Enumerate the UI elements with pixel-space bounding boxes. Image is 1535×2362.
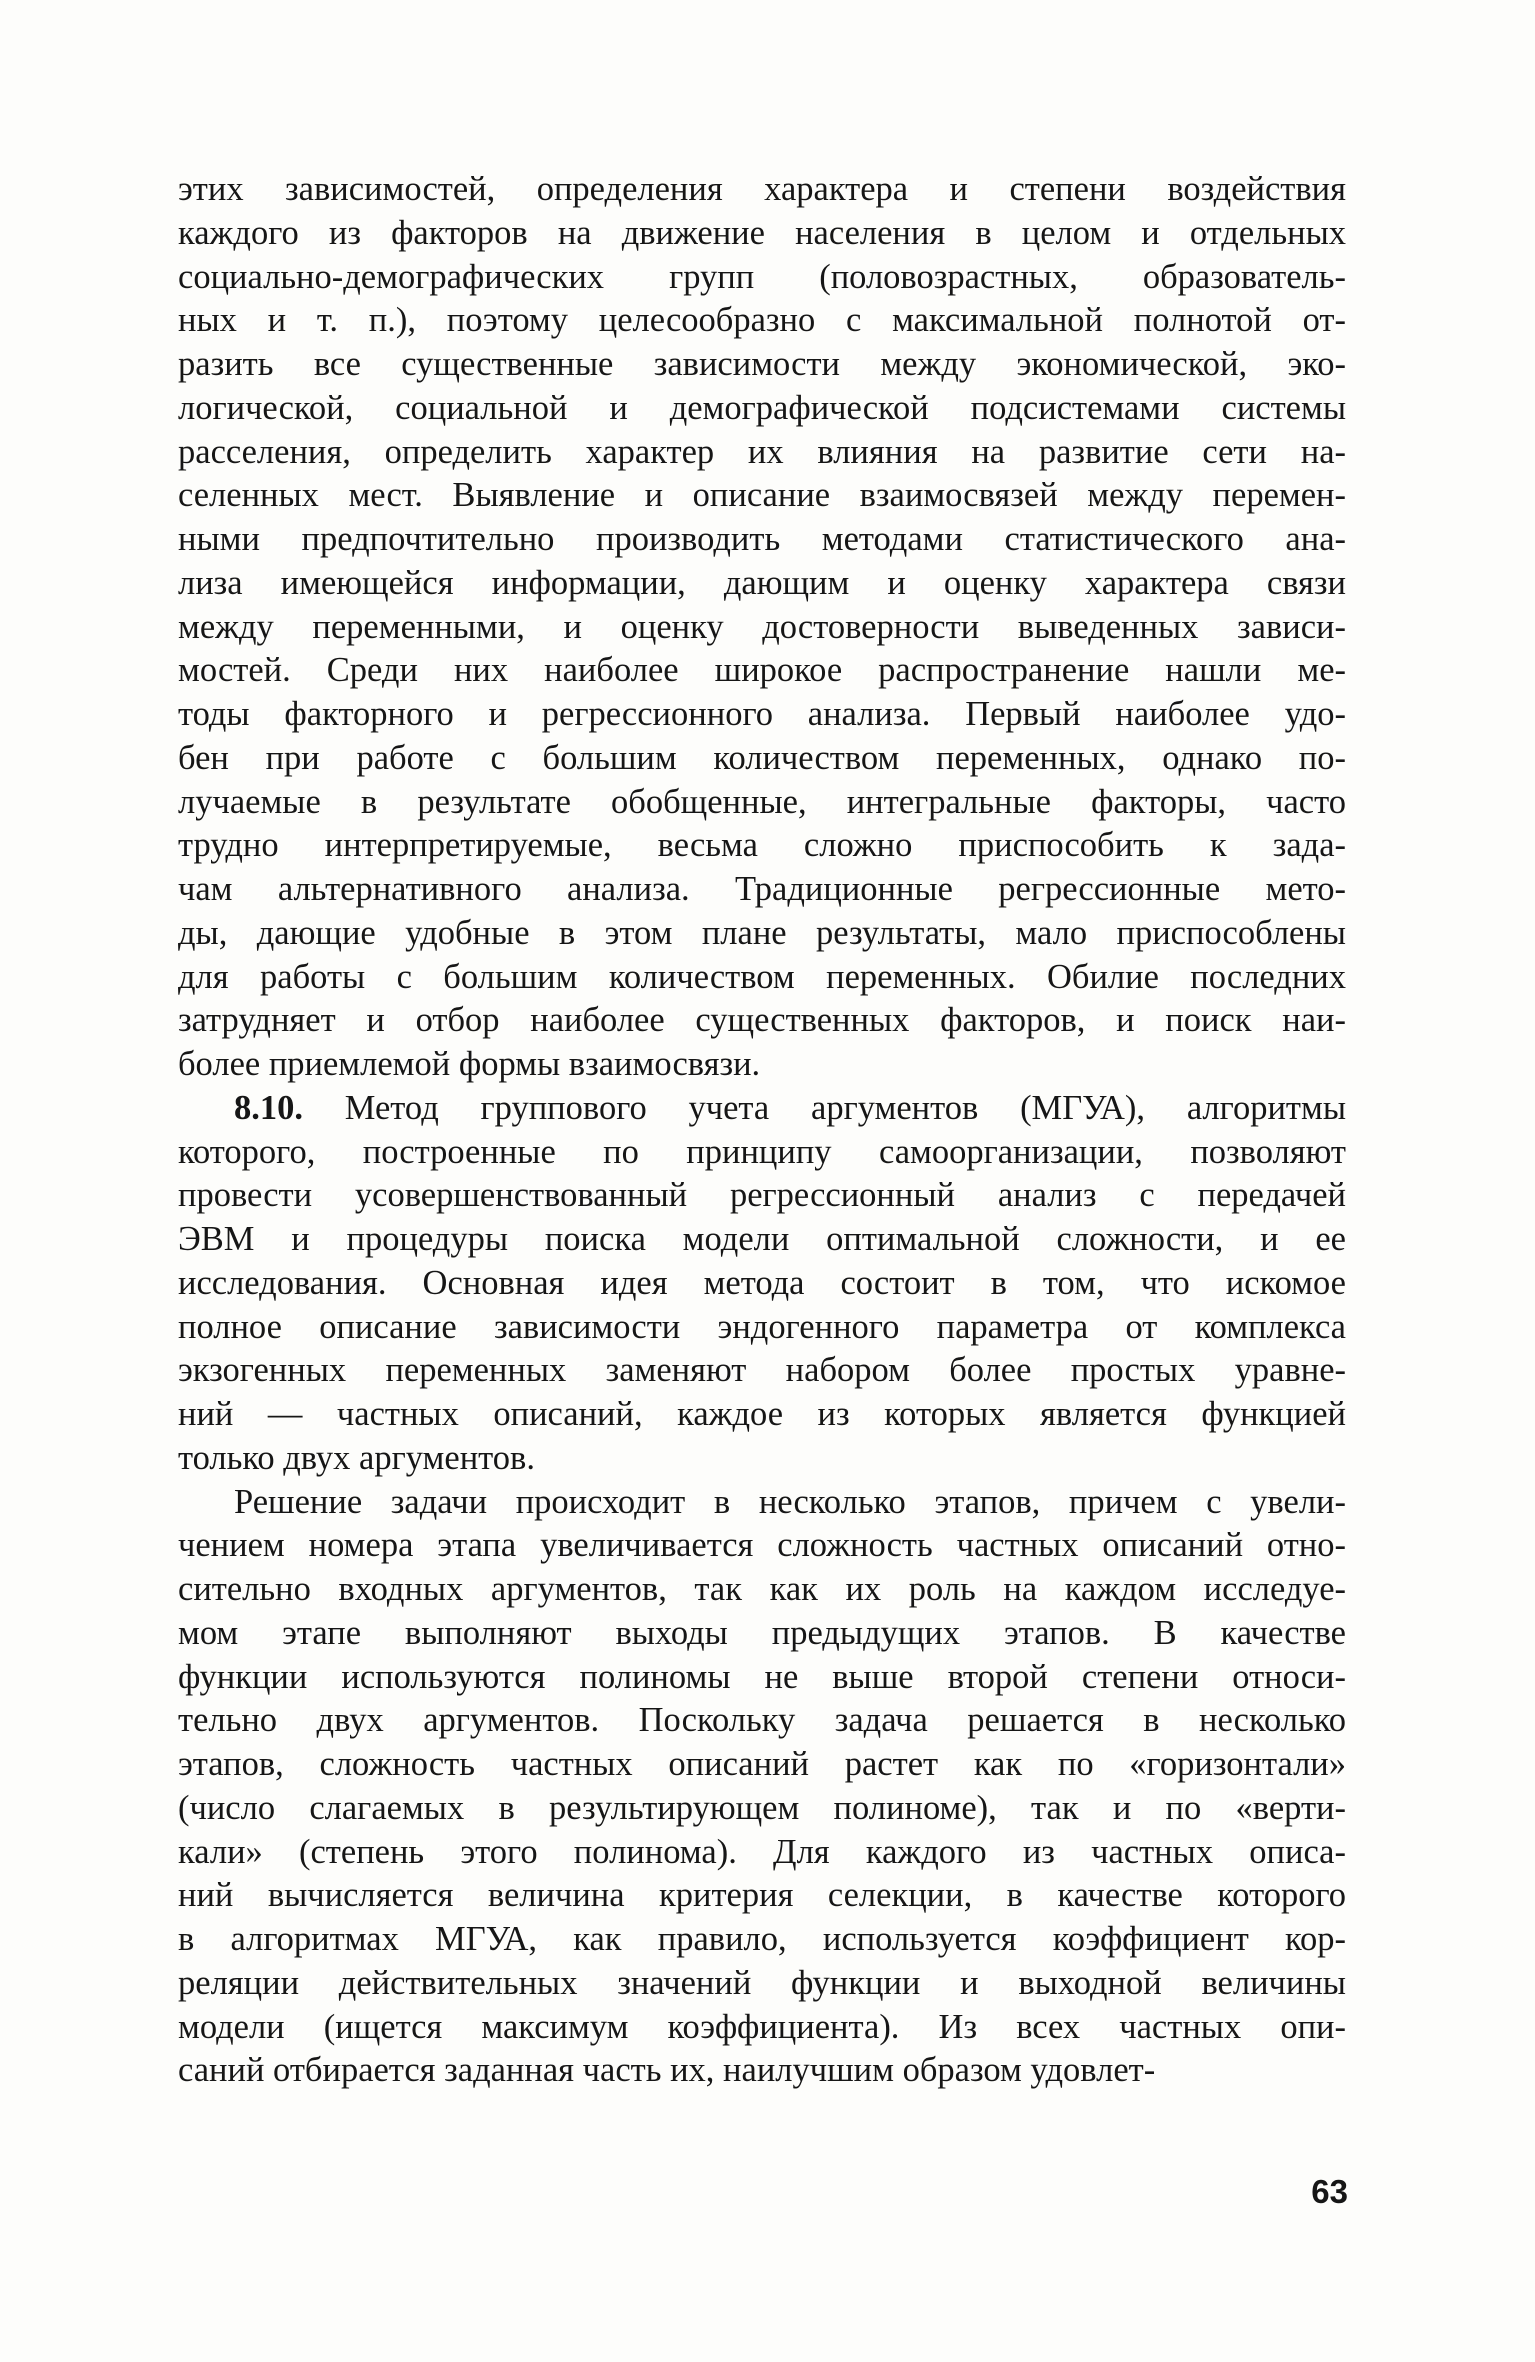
line-text: мостей. Среди них наиболее широкое распространение нашли ме- bbox=[178, 651, 1346, 690]
line-text: логической, социальной и демографической подсистемами системы bbox=[178, 388, 1346, 427]
text-line bbox=[178, 1262, 1346, 1306]
text-line bbox=[178, 474, 1346, 518]
text-line bbox=[178, 1306, 1346, 1350]
text-line bbox=[178, 431, 1346, 475]
text-line bbox=[178, 1918, 1346, 1962]
text-line bbox=[178, 1131, 1346, 1175]
line-text: бен при работе с большим количеством переменных, однако по- bbox=[178, 738, 1346, 777]
line-text: сительно входных аргументов, так как их роль на каждом исследуе- bbox=[178, 1570, 1346, 1608]
text-line bbox=[178, 649, 1346, 693]
line-text: полное описание зависимости эндогенного параметра от комплекса bbox=[178, 1307, 1346, 1346]
text-line bbox=[178, 1568, 1346, 1612]
line-text: провести усовершенствованный регрессионный анализ с передачей bbox=[178, 1176, 1346, 1215]
line-text: ЭВМ и процедуры поиска модели оптимальной сложности, и ее bbox=[178, 1220, 1346, 1258]
text-line bbox=[178, 256, 1346, 300]
line-text: тоды факторного и регрессионного анализа. Первый наиболее удо- bbox=[178, 695, 1346, 733]
text-line bbox=[178, 1524, 1346, 1568]
line-text: саний отбирается заданная часть их, наилучшим образом удовлет- bbox=[178, 2051, 1156, 2090]
line-text: реляции действительных значений функции и выходной величины bbox=[178, 1963, 1346, 2002]
line-text: трудно интерпретируемые, весьма сложно приспособить к зада- bbox=[178, 826, 1346, 865]
text-line bbox=[178, 737, 1346, 781]
text-line bbox=[178, 912, 1346, 956]
page-number: 63 bbox=[1311, 2173, 1348, 2210]
text-line bbox=[178, 1656, 1346, 1700]
line-text: ными предпочтительно производить методами статистического ана- bbox=[178, 520, 1346, 558]
text-line bbox=[178, 956, 1346, 1000]
line-text: для работы с большим количеством переменных. Обилие последних bbox=[178, 957, 1346, 996]
text-line bbox=[178, 518, 1346, 562]
text-line bbox=[178, 1481, 1346, 1525]
line-text: кали» (степень этого полинома). Для каждого из частных описа- bbox=[178, 1832, 1346, 1871]
paragraph bbox=[178, 168, 1346, 1087]
line-text: более приемлемой формы взаимосвязи. bbox=[178, 1045, 761, 1083]
line-text: исследования. Основная идея метода состоит в том, что искомое bbox=[178, 1263, 1346, 1302]
text-line bbox=[178, 1437, 1346, 1481]
line-text: чам альтернативного анализа. Традиционные регрессионные мето- bbox=[178, 870, 1346, 908]
text-line bbox=[178, 343, 1346, 387]
line-text: между переменными, и оценку достоверности выведенных зависи- bbox=[178, 607, 1346, 646]
text-line bbox=[178, 1787, 1346, 1831]
text-line bbox=[178, 1174, 1346, 1218]
text-line bbox=[178, 781, 1346, 825]
line-text: ний вычисляется величина критерия селекции, в качестве которого bbox=[178, 1876, 1346, 1915]
text-line bbox=[178, 1612, 1346, 1656]
text-line bbox=[178, 168, 1346, 212]
line-text: Решение задачи происходит в несколько этапов, причем с увели- bbox=[234, 1482, 1346, 1521]
line-text: селенных мест. Выявление и описание взаимосвязей между перемен- bbox=[178, 476, 1346, 515]
body-text bbox=[178, 168, 1346, 2093]
text-line bbox=[178, 1874, 1346, 1918]
line-text: мом этапе выполняют выходы предыдущих этапов. В качестве bbox=[178, 1613, 1346, 1652]
text-line bbox=[178, 606, 1346, 650]
text-line bbox=[178, 1962, 1346, 2006]
text-line bbox=[178, 868, 1346, 912]
text-line bbox=[178, 212, 1346, 256]
text-line bbox=[178, 1349, 1346, 1393]
text-line bbox=[178, 2006, 1346, 2050]
line-text: этапов, сложность частных описаний растет как по «горизонтали» bbox=[178, 1745, 1346, 1783]
line-text: в алгоритмах МГУА, как правило, используется коэффициент кор- bbox=[178, 1920, 1346, 1958]
text-line bbox=[178, 693, 1346, 737]
line-text: расселения, определить характер их влияния на развитие сети на- bbox=[178, 432, 1346, 471]
paragraph bbox=[178, 1087, 1346, 1481]
line-text: социально-демографических групп (половозрастных, образователь- bbox=[178, 257, 1346, 296]
line-text: (число слагаемых в результирующем полиноме), так и по «верти- bbox=[178, 1788, 1346, 1827]
text-line bbox=[178, 1218, 1346, 1262]
line-text: лучаемые в результате обобщенные, интегральные факторы, часто bbox=[178, 782, 1346, 821]
line-text: этих зависимостей, определения характера и степени воздействия bbox=[178, 170, 1346, 208]
section-number: 8.10. bbox=[234, 1088, 303, 1127]
line-text: ний — частных описаний, каждое из которых является функцией bbox=[178, 1395, 1346, 1433]
text-line bbox=[178, 562, 1346, 606]
line-text: экзогенных переменных заменяют набором более простых уравне- bbox=[178, 1351, 1346, 1390]
text-line bbox=[178, 387, 1346, 431]
text-line bbox=[178, 1393, 1346, 1437]
line-text: только двух аргументов. bbox=[178, 1438, 535, 1477]
text-line bbox=[178, 824, 1346, 868]
line-text: лиза имеющейся информации, дающим и оценку характера связи bbox=[178, 563, 1346, 602]
line-text: тельно двух аргументов. Поскольку задача решается в несколько bbox=[178, 1701, 1346, 1740]
text-line bbox=[178, 299, 1346, 343]
line-text: модели (ищется максимум коэффициента). Из всех частных опи- bbox=[178, 2007, 1346, 2046]
line-text: чением номера этапа увеличивается сложность частных описаний отно- bbox=[178, 1526, 1346, 1565]
line-text: Метод группового учета аргументов (МГУА), алгоритмы bbox=[303, 1088, 1346, 1127]
text-line bbox=[178, 1699, 1346, 1743]
paragraph bbox=[178, 1481, 1346, 2094]
text-line bbox=[178, 1087, 1346, 1131]
text-line bbox=[178, 1831, 1346, 1875]
text-line bbox=[178, 1743, 1346, 1787]
line-text: ных и т. п.), поэтому целесообразно с максимальной полнотой от- bbox=[178, 301, 1346, 340]
line-text: затрудняет и отбор наиболее существенных факторов, и поиск наи- bbox=[178, 1001, 1346, 1040]
line-text: функции используются полиномы не выше второй степени относи- bbox=[178, 1657, 1346, 1696]
text-line bbox=[178, 999, 1346, 1043]
text-line bbox=[178, 1043, 1346, 1087]
text-line bbox=[178, 2049, 1346, 2093]
line-text: которого, построенные по принципу самоорганизации, позволяют bbox=[178, 1132, 1346, 1171]
line-text: каждого из факторов на движение населения в целом и отдельных bbox=[178, 213, 1346, 252]
line-text: ды, дающие удобные в этом плане результаты, мало приспособлены bbox=[178, 913, 1346, 952]
line-text: разить все существенные зависимости между экономической, эко- bbox=[178, 345, 1346, 383]
